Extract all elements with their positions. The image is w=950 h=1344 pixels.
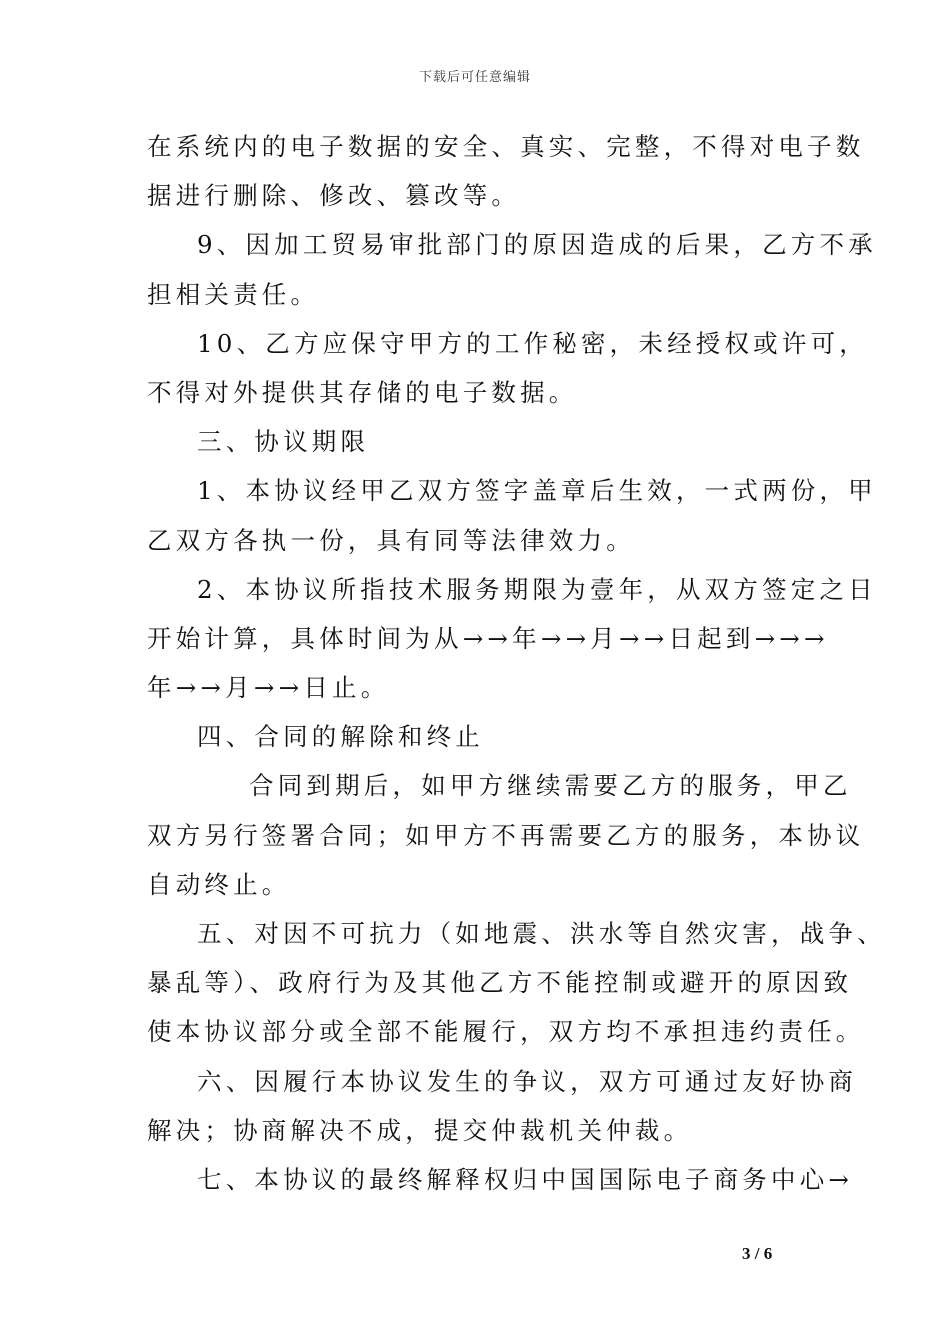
page-number: 3 / 6 <box>742 1244 773 1263</box>
text-line: 自动终止。 <box>147 869 291 899</box>
text-line: 担相关责任。 <box>147 279 320 309</box>
section-heading: 五、对因不可抗力（如地震、洪水等自然灾害，战争、 <box>197 919 886 948</box>
text-line: 在系统内的电子数据的安全、真实、完整，不得对电子数 <box>147 132 865 161</box>
text-line: 据进行删除、修改、篡改等。 <box>147 181 521 211</box>
section-heading: 四、合同的解除和终止 <box>197 722 484 752</box>
text-line: 合同到期后，如甲方继续需要乙方的服务，甲乙 <box>249 771 852 801</box>
text-line: 暴乱等）、政府行为及其他乙方不能控制或避开的原因致 <box>147 968 853 998</box>
text-line: 不得对外提供其存储的电子数据。 <box>147 377 578 407</box>
document-body <box>147 122 886 1204</box>
text-line: 开始计算，具体时间为从→→年→→月→→日起到→→→ <box>147 623 829 653</box>
section-heading: 七、本协议的最终解释权归中国国际电子商务中心→ <box>197 1164 854 1194</box>
text-line: 年→→月→→日止。 <box>147 673 390 703</box>
text-line: 使本协议部分或全部不能履行，双方均不承担违约责任。 <box>147 1017 865 1047</box>
text-line: 9、因加工贸易审批部门的原因造成的后果，乙方不承 <box>197 230 877 260</box>
text-line: 乙双方各执一份，具有同等法律效力。 <box>147 525 635 555</box>
text-line: 解决；协商解决不成，提交仲裁机关仲裁。 <box>147 1115 693 1145</box>
page-header: 下载后可任意编辑 <box>418 70 531 85</box>
text-line: 2、本协议所指技术服务期限为壹年，从双方签定之日 <box>197 574 877 604</box>
text-line: 1、本协议经甲乙双方签字盖章后生效，一式两份，甲 <box>197 476 877 506</box>
section-heading: 六、因履行本协议发生的争议，双方可通过友好协商 <box>197 1066 858 1096</box>
text-line: 双方另行签署合同；如甲方不再需要乙方的服务，本协议 <box>147 820 865 850</box>
section-heading: 三、协议期限 <box>197 427 370 457</box>
text-line: 10、乙方应保守甲方的工作秘密，未经授权或许可， <box>197 328 868 358</box>
